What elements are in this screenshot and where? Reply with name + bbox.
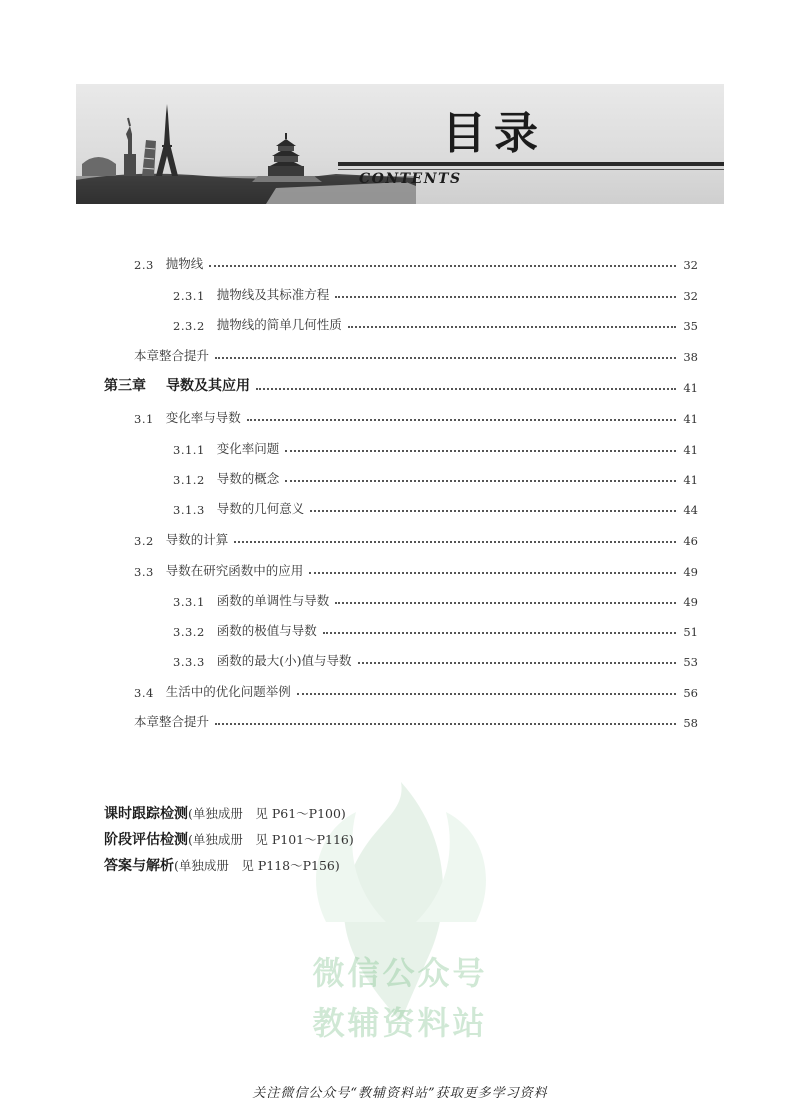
toc-number: 第三章 <box>104 378 146 394</box>
contents-label: CONTENTS <box>359 171 462 187</box>
toc-row[interactable] <box>173 587 698 609</box>
toc-label: 本章整合提升 <box>134 714 210 729</box>
toc-page-number: 58 <box>683 716 698 730</box>
toc-row[interactable] <box>134 678 698 700</box>
dot-leader <box>310 510 676 512</box>
toc-label: 本章整合提升 <box>134 348 210 363</box>
toc-row[interactable] <box>173 311 698 333</box>
page-title: 目录 <box>442 108 546 159</box>
dot-leader <box>215 723 676 725</box>
toc-number: 3.1.1 <box>173 443 205 457</box>
toc-label: 抛物线及其标准方程 <box>216 287 330 302</box>
toc-chapter-row[interactable] <box>104 373 698 395</box>
toc-page-number: 32 <box>683 258 698 272</box>
toc-row[interactable] <box>173 495 698 517</box>
dot-leader <box>209 265 676 267</box>
toc-label: 函数的最大(小)值与导数 <box>216 653 352 668</box>
title-rule <box>338 162 724 166</box>
toc-row[interactable] <box>134 557 698 579</box>
dot-leader <box>309 572 676 574</box>
toc-page-number: 41 <box>683 381 698 395</box>
extra-title: 课时跟踪检测 <box>104 806 188 822</box>
dot-leader <box>285 450 676 452</box>
dot-leader <box>335 602 676 604</box>
dot-leader <box>256 388 676 390</box>
extra-line-1 <box>104 803 346 823</box>
toc-number: 3.2 <box>134 534 154 548</box>
toc-number: 3.3.1 <box>173 595 205 609</box>
toc-row[interactable] <box>173 435 698 457</box>
toc-page-number: 46 <box>683 534 698 548</box>
extra-title: 阶段评估检测 <box>104 832 188 848</box>
dot-leader <box>335 296 676 298</box>
watermark-text-2: 教辅资料站 <box>312 1004 488 1042</box>
footer-note: 关注微信公众号“教辅资料站”获取更多学习资料 <box>252 1086 548 1101</box>
dot-leader <box>358 662 676 664</box>
header-banner <box>76 84 724 204</box>
toc-row[interactable] <box>173 617 698 639</box>
toc-page-number: 51 <box>683 625 698 639</box>
toc-row[interactable] <box>134 526 698 548</box>
toc-page-number: 41 <box>683 473 698 487</box>
toc-page-number: 44 <box>683 503 698 517</box>
dot-leader <box>247 419 676 421</box>
toc-page-number: 56 <box>683 686 698 700</box>
toc-number: 2.3.2 <box>173 319 205 333</box>
toc-page-number: 53 <box>683 655 698 669</box>
extra-note: (单独成册 见 P61～P100) <box>188 806 346 821</box>
toc-label: 抛物线 <box>165 256 204 271</box>
dot-leader <box>297 693 676 695</box>
toc-number: 3.3.3 <box>173 655 205 669</box>
toc-label: 生活中的优化问题举例 <box>165 684 291 699</box>
toc-row[interactable] <box>134 342 698 364</box>
toc-number: 3.4 <box>134 686 154 700</box>
toc-page-number: 41 <box>683 412 698 426</box>
toc-label: 导数的几何意义 <box>216 501 305 516</box>
extra-line-3 <box>104 855 340 875</box>
toc-number: 2.3.1 <box>173 289 205 303</box>
toc-page-number: 41 <box>683 443 698 457</box>
toc-label: 函数的极值与导数 <box>216 623 317 638</box>
toc-label: 导数的概念 <box>216 471 280 486</box>
dot-leader <box>285 480 676 482</box>
toc-label: 导数的计算 <box>165 532 229 547</box>
toc-row[interactable] <box>134 404 698 426</box>
toc-row[interactable] <box>134 250 698 272</box>
watermark-text-1: 微信公众号 <box>312 954 488 992</box>
extra-note: (单独成册 见 P118～P156) <box>174 858 340 873</box>
toc-row[interactable] <box>173 465 698 487</box>
toc-label: 函数的单调性与导数 <box>216 593 330 608</box>
toc-row[interactable] <box>173 647 698 669</box>
toc-number: 2.3 <box>134 258 154 272</box>
toc-number: 3.3 <box>134 565 154 579</box>
toc-label: 变化率与导数 <box>165 410 241 425</box>
toc-row[interactable] <box>173 281 698 303</box>
extra-title: 答案与解析 <box>104 858 174 874</box>
toc-number: 3.1 <box>134 412 154 426</box>
toc-page-number: 35 <box>683 319 698 333</box>
toc-page-number: 38 <box>683 350 698 364</box>
dot-leader <box>348 326 676 328</box>
toc-label: 抛物线的简单几何性质 <box>216 317 342 332</box>
title-rule-thin <box>338 169 724 170</box>
toc-row[interactable] <box>134 708 698 730</box>
toc-label: 变化率问题 <box>216 441 280 456</box>
toc-number: 3.3.2 <box>173 625 205 639</box>
dot-leader <box>234 541 676 543</box>
toc-page-number: 49 <box>683 565 698 579</box>
toc-page-number: 49 <box>683 595 698 609</box>
toc-page-number: 32 <box>683 289 698 303</box>
extra-note: (单独成册 见 P101～P116) <box>188 832 354 847</box>
toc-number: 3.1.3 <box>173 503 205 517</box>
toc-number: 3.1.2 <box>173 473 205 487</box>
dot-leader <box>215 357 676 359</box>
extra-line-2 <box>104 829 354 849</box>
dot-leader <box>323 632 676 634</box>
toc-label: 导数在研究函数中的应用 <box>165 563 304 578</box>
toc-label: 导数及其应用 <box>166 378 250 394</box>
